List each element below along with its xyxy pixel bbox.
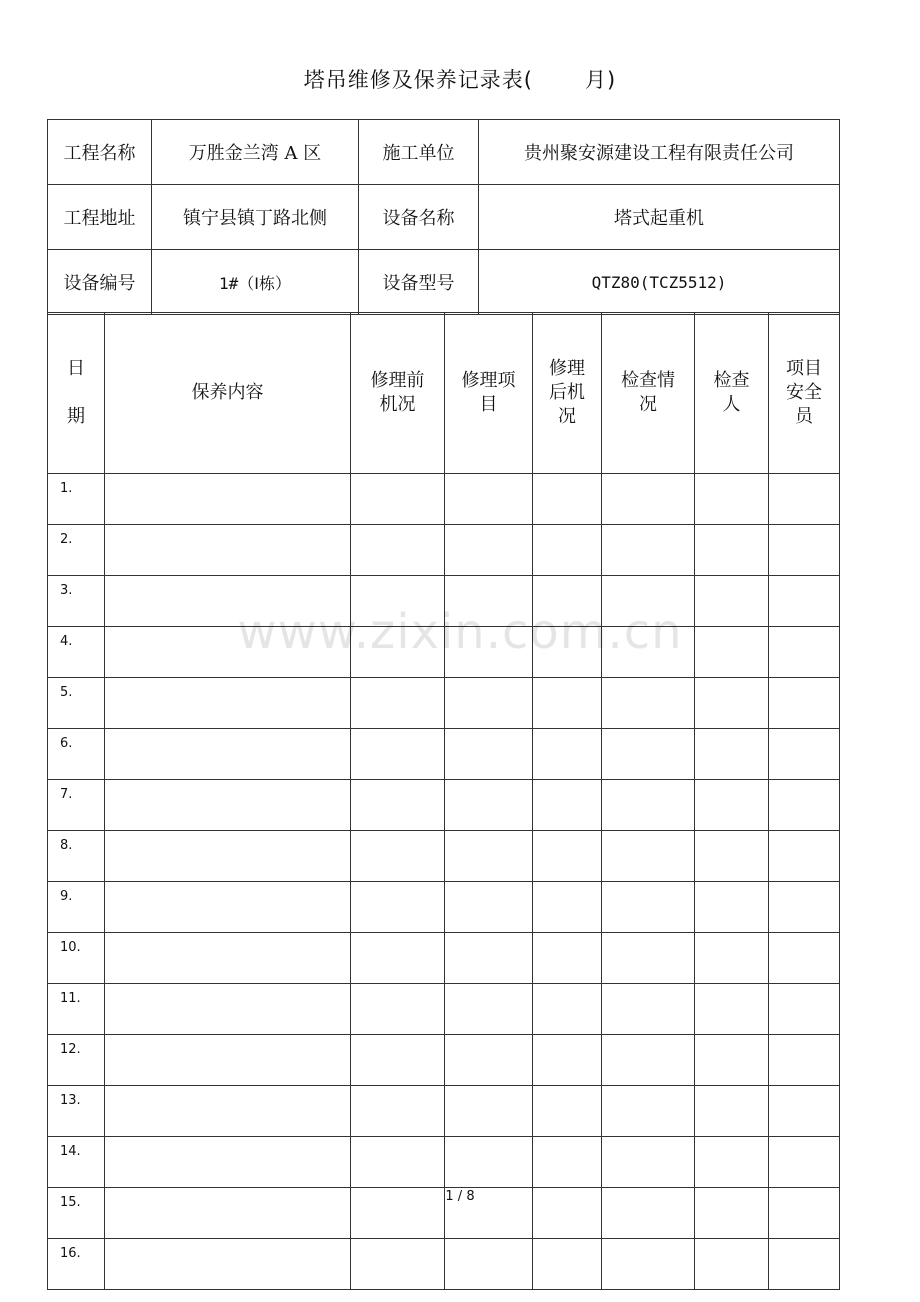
table-row [48,678,840,729]
cell-before[interactable] [351,1086,445,1137]
cell-check[interactable] [602,576,695,627]
project-name-label: 工程名称 [48,120,152,185]
cell-safety[interactable] [769,474,840,525]
cell-before[interactable] [351,576,445,627]
cell-inspector[interactable] [695,678,769,729]
header-check-status: 检查情 况 [602,313,695,474]
cell-before[interactable] [351,1239,445,1290]
cell-items[interactable] [445,1086,533,1137]
record-rows [48,474,840,1290]
cell-before[interactable] [351,627,445,678]
cell-safety[interactable] [769,984,840,1035]
watermark: www.zixin.com.cn [237,604,683,660]
page-title [0,64,920,94]
cell-after[interactable] [533,1137,602,1188]
cell-inspector[interactable] [695,627,769,678]
row-number: 15. [48,1188,105,1239]
cell-inspector[interactable] [695,1137,769,1188]
header-after-repair: 修理 后机 况 [533,313,602,474]
record-table [47,312,840,1290]
cell-items[interactable] [445,525,533,576]
cell-check[interactable] [602,729,695,780]
cell-content[interactable] [105,984,351,1035]
cell-items[interactable] [445,780,533,831]
row-number: 7. [48,780,105,831]
cell-items[interactable] [445,474,533,525]
table-row [48,576,840,627]
cell-before[interactable] [351,882,445,933]
cell-check[interactable] [602,933,695,984]
row-number: 16. [48,1239,105,1290]
cell-after[interactable] [533,525,602,576]
cell-safety[interactable] [769,525,840,576]
equipment-model-value: QTZ80(TCZ5512) [479,250,840,315]
project-address-label: 工程地址 [48,185,152,250]
cell-check[interactable] [602,831,695,882]
header-before-repair: 修理前 机况 [351,313,445,474]
equipment-name-value: 塔式起重机 [479,185,840,250]
table-row [48,1035,840,1086]
cell-after[interactable] [533,984,602,1035]
cell-safety[interactable] [769,1137,840,1188]
title-main: 塔吊维修及保养记录表( [303,68,533,92]
cell-inspector[interactable] [695,882,769,933]
contractor-value: 贵州聚安源建设工程有限责任公司 [479,120,840,185]
cell-after[interactable] [533,678,602,729]
cell-safety[interactable] [769,882,840,933]
row-number: 12. [48,1035,105,1086]
table-row [48,984,840,1035]
cell-content[interactable] [105,831,351,882]
row-number: 1. [48,474,105,525]
table-row [48,525,840,576]
cell-items[interactable] [445,576,533,627]
cell-before[interactable] [351,780,445,831]
header-row [48,313,840,474]
cell-safety[interactable] [769,1239,840,1290]
cell-safety[interactable] [769,576,840,627]
page-number: 1 / 8 [445,1189,475,1204]
cell-items[interactable] [445,882,533,933]
cell-items[interactable] [445,1035,533,1086]
project-name-value: 万胜金兰湾 A 区 [152,120,359,185]
cell-content[interactable] [105,1086,351,1137]
cell-before[interactable] [351,831,445,882]
cell-before[interactable] [351,933,445,984]
equipment-no-label: 设备编号 [48,250,152,315]
contractor-label: 施工单位 [359,120,479,185]
cell-before[interactable] [351,729,445,780]
cell-content[interactable] [105,678,351,729]
row-number: 3. [48,576,105,627]
cell-before[interactable] [351,525,445,576]
cell-safety[interactable] [769,627,840,678]
row-number: 2. [48,525,105,576]
cell-content[interactable] [105,729,351,780]
row-number: 11. [48,984,105,1035]
info-row [48,185,840,250]
row-number: 5. [48,678,105,729]
table-row [48,729,840,780]
cell-after[interactable] [533,780,602,831]
cell-content[interactable] [105,576,351,627]
row-number: 9. [48,882,105,933]
cell-inspector[interactable] [695,525,769,576]
cell-content[interactable] [105,627,351,678]
cell-check[interactable] [602,525,695,576]
cell-content[interactable] [105,882,351,933]
table-row [48,882,840,933]
info-row [48,120,840,185]
cell-inspector[interactable] [695,933,769,984]
table-row [48,933,840,984]
cell-after[interactable] [533,576,602,627]
cell-inspector[interactable] [695,1035,769,1086]
cell-content[interactable] [105,1035,351,1086]
cell-after[interactable] [533,627,602,678]
cell-check[interactable] [602,984,695,1035]
cell-after[interactable] [533,933,602,984]
cell-safety[interactable] [769,678,840,729]
cell-after[interactable] [533,831,602,882]
row-number: 4. [48,627,105,678]
cell-items[interactable] [445,627,533,678]
cell-safety[interactable] [769,1086,840,1137]
cell-check[interactable] [602,1137,695,1188]
cell-inspector[interactable] [695,780,769,831]
cell-check[interactable] [602,780,695,831]
table-row [48,474,840,525]
header-safety-officer: 项目 安全 员 [769,313,840,474]
cell-items[interactable] [445,1239,533,1290]
cell-safety[interactable] [769,780,840,831]
cell-check[interactable] [602,1035,695,1086]
cell-check[interactable] [602,1086,695,1137]
cell-inspector[interactable] [695,831,769,882]
table-row [48,831,840,882]
header-date: 日 期 [48,313,105,474]
cell-safety[interactable] [769,729,840,780]
title-suffix: 月) [585,68,617,92]
cell-after[interactable] [533,474,602,525]
cell-inspector[interactable] [695,1239,769,1290]
cell-safety[interactable] [769,831,840,882]
cell-safety[interactable] [769,1035,840,1086]
header-inspector: 检查 人 [695,313,769,474]
table-row [48,1086,840,1137]
cell-before[interactable] [351,1137,445,1188]
equipment-name-label: 设备名称 [359,185,479,250]
table-row [48,1137,840,1188]
cell-items[interactable] [445,1137,533,1188]
cell-content[interactable] [105,933,351,984]
cell-before[interactable] [351,474,445,525]
cell-check[interactable] [602,627,695,678]
table-row [48,1239,840,1290]
header-repair-items: 修理项 目 [445,313,533,474]
cell-after[interactable] [533,1239,602,1290]
cell-items[interactable] [445,984,533,1035]
row-number: 6. [48,729,105,780]
project-address-value: 镇宁县镇丁路北侧 [152,185,359,250]
row-number: 8. [48,831,105,882]
cell-inspector[interactable] [695,729,769,780]
cell-check[interactable] [602,882,695,933]
cell-inspector[interactable] [695,474,769,525]
cell-after[interactable] [533,729,602,780]
header-content: 保养内容 [105,313,351,474]
cell-before[interactable] [351,1035,445,1086]
cell-inspector[interactable] [695,984,769,1035]
info-row [48,250,840,315]
cell-items[interactable] [445,678,533,729]
cell-content[interactable] [105,1239,351,1290]
cell-check[interactable] [602,1239,695,1290]
cell-content[interactable] [105,525,351,576]
cell-after[interactable] [533,1035,602,1086]
info-table [47,119,840,315]
cell-after[interactable] [533,1086,602,1137]
cell-check[interactable] [602,474,695,525]
table-row [48,627,840,678]
table-row [48,780,840,831]
cell-content[interactable] [105,1137,351,1188]
cell-check[interactable] [602,678,695,729]
cell-inspector[interactable] [695,576,769,627]
cell-before[interactable] [351,678,445,729]
equipment-model-label: 设备型号 [359,250,479,315]
cell-content[interactable] [105,474,351,525]
cell-items[interactable] [445,729,533,780]
cell-before[interactable] [351,984,445,1035]
cell-items[interactable] [445,831,533,882]
cell-content[interactable] [105,780,351,831]
cell-items[interactable] [445,933,533,984]
row-number: 10. [48,933,105,984]
row-number: 13. [48,1086,105,1137]
cell-inspector[interactable] [695,1086,769,1137]
equipment-no-value: 1#（Ⅰ栋） [152,250,359,315]
row-number: 14. [48,1137,105,1188]
cell-after[interactable] [533,882,602,933]
cell-safety[interactable] [769,933,840,984]
